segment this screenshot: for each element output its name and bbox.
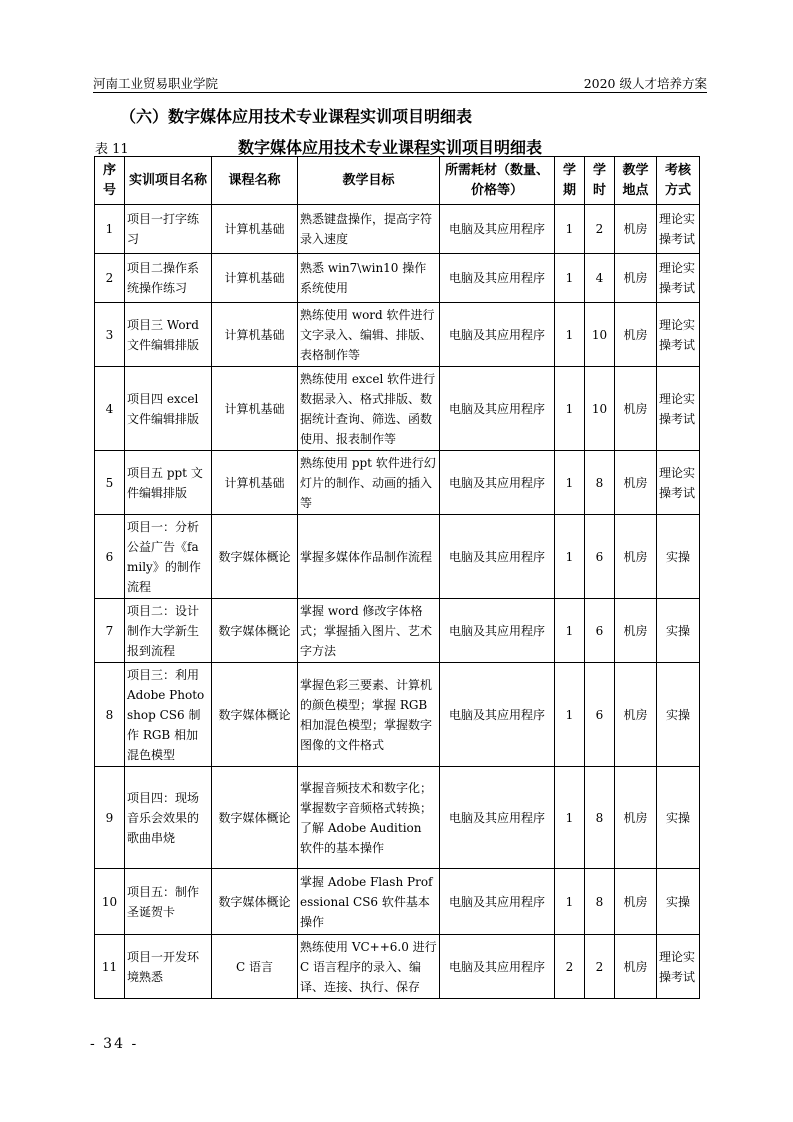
cell-place: 机房 — [615, 869, 657, 935]
cell-project: 项目二：设计制作大学新生报到流程 — [125, 599, 212, 663]
table-label: 表 11 — [95, 142, 129, 157]
cell-exam: 实操 — [657, 515, 700, 599]
cell-no: 5 — [95, 451, 125, 515]
cell-project: 项目三：利用 Adobe Photoshop CS6 制作 RGB 相加混色模型 — [125, 663, 212, 767]
cell-course: 计算机基础 — [212, 367, 298, 451]
cell-materials: 电脑及其应用程序 — [440, 599, 555, 663]
header-cell: 教学目标 — [298, 157, 440, 205]
header-cell: 序号 — [95, 157, 125, 205]
cell-goal: 掌握音频技术和数字化；掌握数字音频格式转换；了解 Adobe Audition 软件的基本操作 — [298, 767, 440, 869]
cell-no: 1 — [95, 205, 125, 254]
cell-hours: 8 — [585, 451, 615, 515]
training-items-table — [94, 156, 700, 999]
cell-materials: 电脑及其应用程序 — [440, 205, 555, 254]
cell-place: 机房 — [615, 205, 657, 254]
table-row — [95, 663, 700, 767]
table-row — [95, 451, 700, 515]
cell-term: 1 — [555, 663, 585, 767]
cell-term: 1 — [555, 254, 585, 303]
cell-hours: 8 — [585, 869, 615, 935]
header-cell: 课程名称 — [212, 157, 298, 205]
page-number: - 34 - — [90, 1036, 139, 1052]
cell-term: 1 — [555, 303, 585, 367]
header-cell: 所需耗材（数量、价格等） — [440, 157, 555, 205]
cell-place: 机房 — [615, 254, 657, 303]
table-header-row — [95, 157, 700, 205]
cell-course: 数字媒体概论 — [212, 663, 298, 767]
cell-goal: 掌握 Adobe Flash Professional CS6 软件基本操作 — [298, 869, 440, 935]
cell-materials: 电脑及其应用程序 — [440, 935, 555, 999]
cell-materials: 电脑及其应用程序 — [440, 663, 555, 767]
cell-course: 计算机基础 — [212, 451, 298, 515]
header-cell: 实训项目名称 — [125, 157, 212, 205]
cell-goal: 掌握多媒体作品制作流程 — [298, 515, 440, 599]
cell-project: 项目一打字练习 — [125, 205, 212, 254]
cell-exam: 理论实操考试 — [657, 205, 700, 254]
cell-term: 1 — [555, 451, 585, 515]
cell-goal: 熟悉 win7\win10 操作系统使用 — [298, 254, 440, 303]
cell-exam: 理论实操考试 — [657, 451, 700, 515]
table-row — [95, 515, 700, 599]
section-title: （六）数字媒体应用技术专业课程实训项目明细表 — [120, 107, 473, 126]
cell-project: 项目四 excel 文件编辑排版 — [125, 367, 212, 451]
cell-course: 数字媒体概论 — [212, 599, 298, 663]
cell-exam: 实操 — [657, 663, 700, 767]
cell-exam: 理论实操考试 — [657, 254, 700, 303]
page-header — [93, 74, 707, 93]
cell-no: 6 — [95, 515, 125, 599]
cell-no: 2 — [95, 254, 125, 303]
cell-materials: 电脑及其应用程序 — [440, 515, 555, 599]
table-row — [95, 935, 700, 999]
cell-course: 计算机基础 — [212, 303, 298, 367]
cell-term: 1 — [555, 205, 585, 254]
cell-course: 数字媒体概论 — [212, 869, 298, 935]
cell-materials: 电脑及其应用程序 — [440, 869, 555, 935]
cell-materials: 电脑及其应用程序 — [440, 254, 555, 303]
cell-exam: 理论实操考试 — [657, 303, 700, 367]
table-row — [95, 869, 700, 935]
cell-place: 机房 — [615, 367, 657, 451]
cell-goal: 熟悉键盘操作，提高字符录入速度 — [298, 205, 440, 254]
cell-place: 机房 — [615, 515, 657, 599]
cell-term: 1 — [555, 515, 585, 599]
cell-term: 1 — [555, 869, 585, 935]
cell-hours: 2 — [585, 935, 615, 999]
cell-no: 11 — [95, 935, 125, 999]
cell-place: 机房 — [615, 663, 657, 767]
cell-materials: 电脑及其应用程序 — [440, 767, 555, 869]
cell-project: 项目二操作系统操作练习 — [125, 254, 212, 303]
header-school: 河南工业贸易职业学院 — [93, 76, 219, 91]
header-plan: 2020 级人才培养方案 — [583, 76, 707, 91]
cell-place: 机房 — [615, 767, 657, 869]
header-cell: 学时 — [585, 157, 615, 205]
cell-hours: 6 — [585, 663, 615, 767]
table-row — [95, 303, 700, 367]
header-cell: 考核方式 — [657, 157, 700, 205]
cell-hours: 10 — [585, 303, 615, 367]
header-cell: 学期 — [555, 157, 585, 205]
cell-goal: 熟练使用 VC++6.0 进行 C 语言程序的录入、编译、连接、执行、保存 — [298, 935, 440, 999]
table-row — [95, 767, 700, 869]
table-row — [95, 254, 700, 303]
cell-no: 10 — [95, 869, 125, 935]
cell-term: 1 — [555, 599, 585, 663]
cell-course: 计算机基础 — [212, 205, 298, 254]
cell-course: 数字媒体概论 — [212, 515, 298, 599]
cell-course: 计算机基础 — [212, 254, 298, 303]
cell-materials: 电脑及其应用程序 — [440, 303, 555, 367]
cell-goal: 熟练使用 word 软件进行文字录入、编辑、排版、表格制作等 — [298, 303, 440, 367]
cell-goal: 熟练使用 ppt 软件进行幻灯片的制作、动画的插入等 — [298, 451, 440, 515]
cell-hours: 6 — [585, 599, 615, 663]
cell-course: C 语言 — [212, 935, 298, 999]
cell-project: 项目一开发环境熟悉 — [125, 935, 212, 999]
cell-exam: 实操 — [657, 599, 700, 663]
cell-course: 数字媒体概论 — [212, 767, 298, 869]
table-row — [95, 367, 700, 451]
cell-term: 1 — [555, 767, 585, 869]
table-title: 数字媒体应用技术专业课程实训项目明细表 — [238, 138, 543, 157]
cell-no: 9 — [95, 767, 125, 869]
cell-project: 项目五：制作圣诞贺卡 — [125, 869, 212, 935]
cell-term: 2 — [555, 935, 585, 999]
cell-project: 项目一：分析公益广告《family》的制作流程 — [125, 515, 212, 599]
cell-hours: 8 — [585, 767, 615, 869]
cell-place: 机房 — [615, 451, 657, 515]
header-cell: 教学地点 — [615, 157, 657, 205]
cell-place: 机房 — [615, 303, 657, 367]
cell-exam: 理论实操考试 — [657, 367, 700, 451]
cell-goal: 掌握色彩三要素、计算机的颜色模型；掌握 RGB 相加混色模型；掌握数字图像的文件格式 — [298, 663, 440, 767]
cell-hours: 2 — [585, 205, 615, 254]
cell-no: 8 — [95, 663, 125, 767]
cell-project: 项目五 ppt 文件编辑排版 — [125, 451, 212, 515]
cell-hours: 6 — [585, 515, 615, 599]
cell-exam: 理论实操考试 — [657, 935, 700, 999]
cell-term: 1 — [555, 367, 585, 451]
cell-goal: 熟练使用 excel 软件进行数据录入、格式排版、数据统计查询、筛选、函数使用、报表制作等 — [298, 367, 440, 451]
cell-project: 项目三 Word 文件编辑排版 — [125, 303, 212, 367]
cell-place: 机房 — [615, 599, 657, 663]
cell-project: 项目四：现场音乐会效果的歌曲串烧 — [125, 767, 212, 869]
cell-exam: 实操 — [657, 869, 700, 935]
cell-materials: 电脑及其应用程序 — [440, 367, 555, 451]
cell-materials: 电脑及其应用程序 — [440, 451, 555, 515]
cell-goal: 掌握 word 修改字体格式；掌握插入图片、艺术字方法 — [298, 599, 440, 663]
table-row — [95, 599, 700, 663]
cell-place: 机房 — [615, 935, 657, 999]
cell-no: 3 — [95, 303, 125, 367]
cell-hours: 10 — [585, 367, 615, 451]
cell-exam: 实操 — [657, 767, 700, 869]
cell-no: 7 — [95, 599, 125, 663]
table-row — [95, 205, 700, 254]
cell-hours: 4 — [585, 254, 615, 303]
cell-no: 4 — [95, 367, 125, 451]
